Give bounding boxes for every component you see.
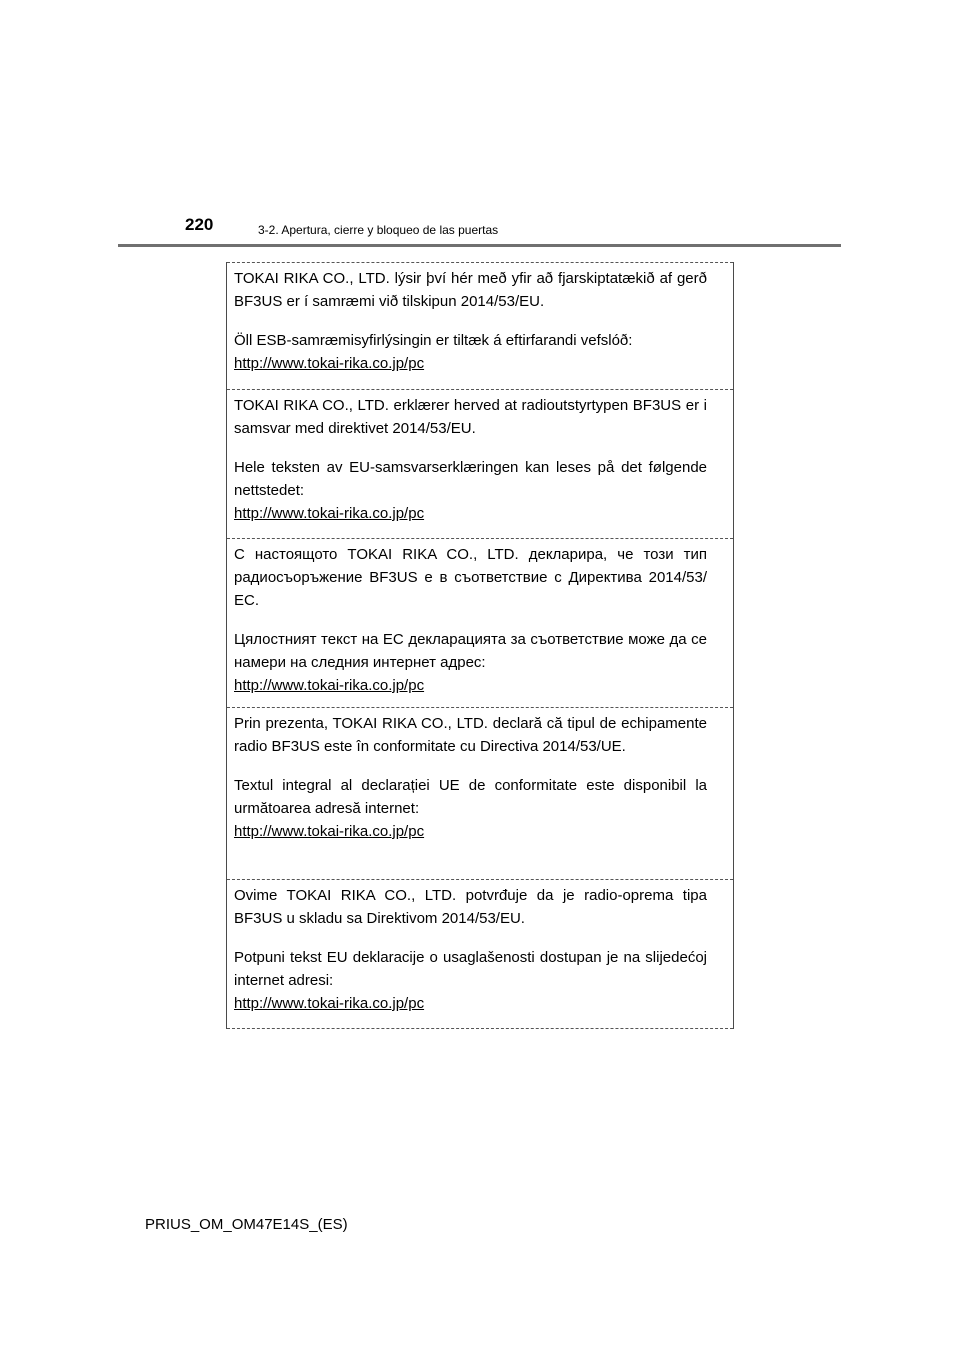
declaration-info bbox=[234, 946, 707, 1015]
declaration-statement: TOKAI RIKA CO., LTD. erklærer herved at radioutstyrtypen BF3US er i samsvar med direktivet 2014/53/EU. bbox=[234, 397, 707, 437]
section-title: 3-2. Apertura, cierre y bloqueo de las puertas bbox=[258, 223, 499, 237]
declaration-info bbox=[234, 774, 707, 843]
declaration-url-link[interactable]: http://www.tokai-rika.co.jp/pc bbox=[234, 355, 425, 372]
declaration-info-text: Hele teksten av EU-samsvarserklæringen kan leses på det følgende nettstedet: bbox=[234, 459, 707, 499]
declaration-info-text: Textul integral al declarației UE de conformitate este disponibil la următoarea adresă internet: bbox=[234, 777, 707, 817]
document-id: PRIUS_OM_OM47E14S_(ES) bbox=[145, 1216, 348, 1233]
declaration-statement: С настоящото TOKAI RIKA CO., LTD. декларира, че този тип радиосъоръжение BF3US е в съответствие с Директива 2014/53/ЕС. bbox=[234, 546, 707, 609]
declaration-info bbox=[234, 628, 707, 697]
declaration-url-link[interactable]: http://www.tokai-rika.co.jp/pc bbox=[234, 677, 425, 694]
header-divider bbox=[118, 244, 841, 247]
declaration-norwegian bbox=[227, 389, 733, 538]
declaration-info-text: Цялостният текст на ЕС декларацията за съответствие може да се намери на следния интернет адрес: bbox=[234, 631, 707, 671]
page-number: 220 bbox=[185, 215, 214, 234]
declaration-statement: Ovime TOKAI RIKA CO., LTD. potvrđuje da je radio-oprema tipa BF3US u skladu sa Direktivom 2014/53/EU. bbox=[234, 887, 707, 927]
declaration-info bbox=[234, 456, 707, 525]
declaration-statement: Prin prezenta, TOKAI RIKA CO., LTD. declară că tipul de echipamente radio BF3US este în conformitate cu Directiva 2014/53/UE. bbox=[234, 715, 707, 755]
declaration-croatian bbox=[227, 879, 733, 1029]
declaration-icelandic bbox=[227, 262, 733, 389]
declaration-bulgarian bbox=[227, 538, 733, 707]
declaration-statement: TOKAI RIKA CO., LTD. lýsir því hér með yfir að fjarskiptatækið af gerð BF3US er í samræmi við tilskipun 2014/53/EU. bbox=[234, 270, 707, 310]
declaration-info-text: Potpuni tekst EU deklaracije o usaglašenosti dostupan je na slijedećoj internet adresi: bbox=[234, 949, 707, 989]
declaration-url-link[interactable]: http://www.tokai-rika.co.jp/pc bbox=[234, 995, 425, 1012]
declaration-info bbox=[234, 329, 707, 375]
declaration-url-link[interactable]: http://www.tokai-rika.co.jp/pc bbox=[234, 505, 425, 522]
declarations-table bbox=[226, 262, 734, 1029]
declaration-romanian bbox=[227, 707, 733, 879]
declaration-info-text: Öll ESB-samræmisyfirlýsingin er tiltæk á eftirfarandi vefslóð: bbox=[234, 332, 633, 349]
declaration-url-link[interactable]: http://www.tokai-rika.co.jp/pc bbox=[234, 823, 425, 840]
